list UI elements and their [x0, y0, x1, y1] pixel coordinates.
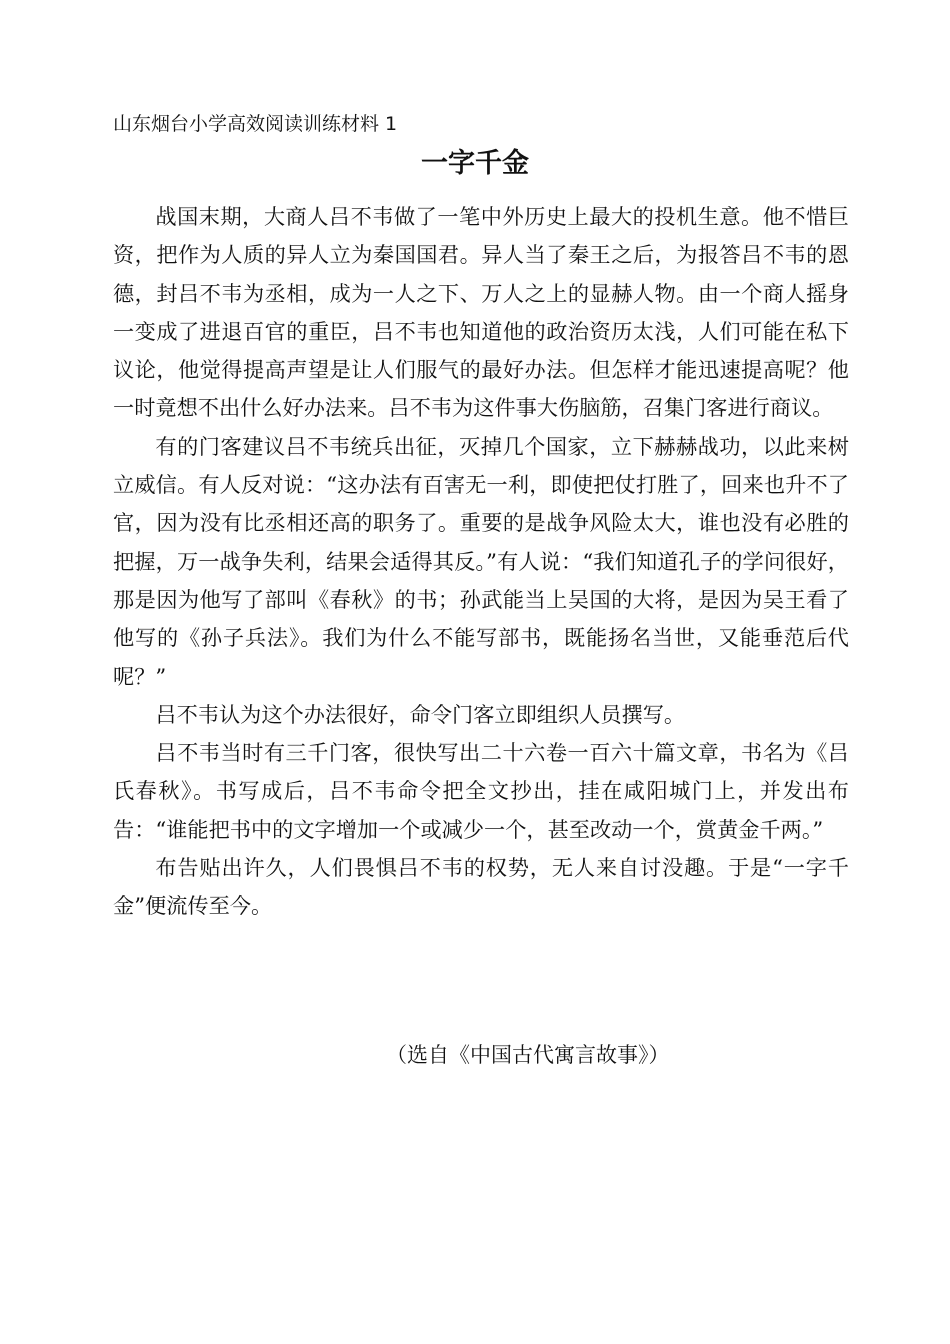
story-body — [113, 198, 849, 926]
paragraph-2: 有的门客建议吕不韦统兵出征，灭掉几个国家，立下赫赫战功，以此来树立威信。有人反对说：“这办法有百害无一利，即使把仗打胜了，回来也升不了官，因为没有比丞相还高的职务了。重要的是战争风险太大，谁也没有必胜的把握，万一战争失利，结果会适得其反。”有人说：“我们知道孔子的学问很好，那是因为他写了部叫《春秋》的书；孙武能当上吴国的大将，是因为吴王看了他写的《孙子兵法》。我们为什么不能写部书，既能扬名当世，又能垂范后代呢？” — [113, 433, 849, 689]
paragraph-4: 吕不韦当时有三千门客，很快写出二十六卷一百六十篇文章，书名为《吕氏春秋》。书写成后，吕不韦命令把全文抄出，挂在咸阳城门上，并发出布告：“谁能把书中的文字增加一个或减少一个，甚至改动一个，赏黄金千两。” — [113, 740, 849, 842]
paragraph-3: 吕不韦认为这个办法很好，命令门客立即组织人员撰写。 — [155, 701, 686, 727]
paragraph-5: 布告贴出许久，人们畏惧吕不韦的权势，无人来自讨没趣。于是“一字千金”便流传至今。 — [113, 855, 849, 919]
story-title: 一字千金 — [421, 148, 529, 179]
material-header: 山东烟台小学高效阅读训练材料 1 — [113, 113, 398, 135]
source-citation: （选自《中国古代寓言故事》） — [386, 1043, 670, 1067]
paragraph-1: 战国末期，大商人吕不韦做了一笔中外历史上最大的投机生意。他不惜巨资，把作为人质的异人立为秦国国君。异人当了秦王之后，为报答吕不韦的恩德，封吕不韦为丞相，成为一人之下、万人之上的显赫人物。由一个商人摇身一变成了进退百官的重臣，吕不韦也知道他的政治资历太浅，人们可能在私下议论，他觉得提高声望是让人们服气的最好办法。但怎样才能迅速提高呢？他一时竟想不出什么好办法来。吕不韦为这件事大伤脑筋，召集门客进行商议。 — [113, 204, 849, 421]
